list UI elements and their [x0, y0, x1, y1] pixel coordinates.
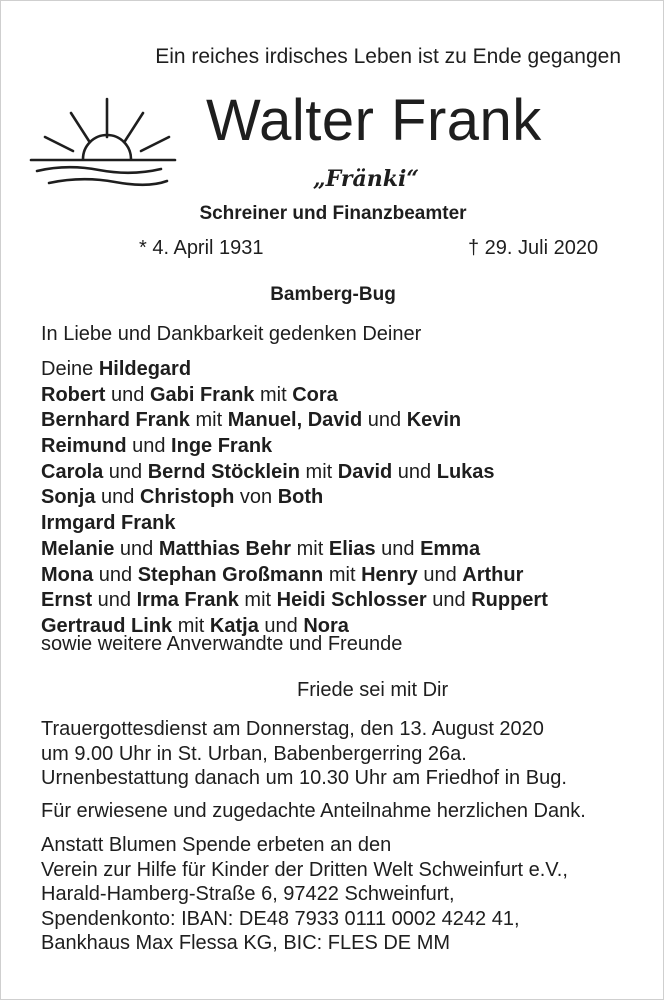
connector-text: und	[258, 614, 304, 637]
connector-text: und	[426, 589, 472, 612]
mourner-name: Lukas	[436, 460, 495, 483]
donation-line: Spendenkonto: IBAN: DE48 7933 0111 0002 4242 41,	[41, 907, 520, 930]
connector-text: mit	[254, 383, 293, 406]
mourner-row	[41, 383, 548, 409]
mourner-row	[41, 434, 548, 460]
deceased-name: Walter Frank	[206, 88, 542, 153]
connector-text: von	[234, 486, 278, 509]
mourner-name: Irma Frank	[136, 589, 239, 612]
extended-family-line: sowie weitere Anverwandte und Freunde	[41, 633, 403, 655]
donation-line: Verein zur Hilfe für Kinder der Dritten Welt Schweinfurt e.V.,	[41, 858, 568, 881]
mourner-name: Nora	[303, 614, 349, 637]
connector-text: und	[392, 460, 437, 483]
profession: Schreiner und Finanzbeamter	[199, 203, 467, 224]
connector-text: und	[362, 409, 407, 432]
dedication-line: In Liebe und Dankbarkeit gedenken Deiner	[41, 323, 422, 345]
mourner-row	[41, 408, 548, 434]
connector-text: mit	[300, 460, 338, 483]
service-line: Urnenbestattung danach um 10.30 Uhr am Friedhof in Bug.	[41, 767, 567, 789]
connector-text: mit	[189, 409, 228, 432]
connector-text: und	[103, 460, 148, 483]
death-date: † 29. Juli 2020	[468, 237, 599, 259]
mourner-name: Gertraud Link	[41, 614, 173, 637]
mourner-name: Elias	[328, 537, 376, 560]
intro-line: Ein reiches irdisches Leben ist zu Ende gegangen	[155, 45, 621, 68]
donation-line: Bankhaus Max Flessa KG, BIC: FLES DE MM	[41, 932, 451, 954]
service-line: Trauergottesdienst am Donnerstag, den 13. August 2020	[41, 718, 544, 740]
mourner-name: Bernhard Frank	[41, 409, 190, 432]
donation-line: Anstatt Blumen Spende erbeten an den	[41, 834, 392, 856]
connector-text: mit	[172, 614, 210, 637]
mourner-name: Arthur	[462, 563, 524, 586]
connector-text: und	[105, 383, 150, 406]
nickname: „Fränki“	[313, 166, 419, 192]
connector-text: und	[375, 537, 421, 560]
connector-text: und	[126, 435, 172, 458]
mourner-row	[41, 357, 548, 383]
mourner-name: Matthias Behr	[158, 537, 292, 560]
thanks-text: Für erwiesene und zugedachte Anteilnahme herzlichen Dank.	[41, 800, 586, 822]
mourner-name: Christoph	[139, 486, 235, 509]
connector-text: und	[417, 563, 463, 586]
setting-sun-icon	[27, 93, 177, 193]
mourner-name: Robert	[41, 383, 106, 406]
mourner-name: David	[337, 460, 393, 483]
mourner-name: Kevin	[406, 409, 462, 432]
mourner-name: Melanie	[41, 537, 115, 560]
mourner-row	[41, 588, 548, 614]
mourner-name: Inge Frank	[171, 435, 273, 458]
connector-text: und	[92, 589, 137, 612]
hometown: Bamberg-Bug	[270, 284, 396, 305]
mourner-name: Bernd Stöcklein	[147, 460, 300, 483]
mourner-name: Henry	[361, 563, 418, 586]
farewell-line: Friede sei mit Dir	[297, 679, 449, 701]
mourner-name: Stephan Großmann	[137, 563, 324, 586]
connector-text: und	[93, 563, 138, 586]
connector-text: mit	[238, 589, 277, 612]
donation-info	[41, 833, 568, 956]
funeral-service-info	[41, 717, 567, 791]
mourner-name: Manuel, David	[227, 409, 363, 432]
mourner-name: Reimund	[41, 435, 127, 458]
mourner-name: Heidi Schlosser	[276, 589, 427, 612]
mourner-row	[41, 460, 548, 486]
mourner-name: Mona	[41, 563, 94, 586]
mourner-row	[41, 511, 548, 537]
mourner-name: Ruppert	[471, 589, 548, 612]
mourner-row	[41, 485, 548, 511]
mourner-name: Emma	[420, 537, 481, 560]
donation-line: Harald-Hamberg-Straße 6, 97422 Schweinfurt,	[41, 883, 455, 905]
connector-text: und	[95, 486, 140, 509]
mourner-name: Sonja	[41, 486, 96, 509]
mourner-name: Katja	[209, 614, 259, 637]
service-line: um 9.00 Uhr in St. Urban, Babenbergerring 26a.	[41, 742, 467, 765]
mourner-name: Both	[277, 486, 324, 509]
thanks-line	[41, 799, 586, 824]
connector-text: Deine	[41, 358, 99, 380]
mourner-row	[41, 563, 548, 589]
mourner-name: Ernst	[41, 589, 93, 612]
mourner-name: Irmgard Frank	[41, 512, 176, 535]
connector-text: und	[114, 537, 159, 560]
birth-date: * 4. April 1931	[139, 237, 264, 259]
mourner-name: Hildegard	[98, 358, 192, 380]
mourner-row	[41, 537, 548, 563]
mourner-name: Carola	[41, 460, 104, 483]
connector-text: mit	[323, 563, 362, 586]
mourner-name: Cora	[292, 383, 338, 406]
mourner-name: Gabi Frank	[149, 383, 255, 406]
connector-text: mit	[291, 537, 329, 560]
mourners-list	[41, 357, 548, 640]
